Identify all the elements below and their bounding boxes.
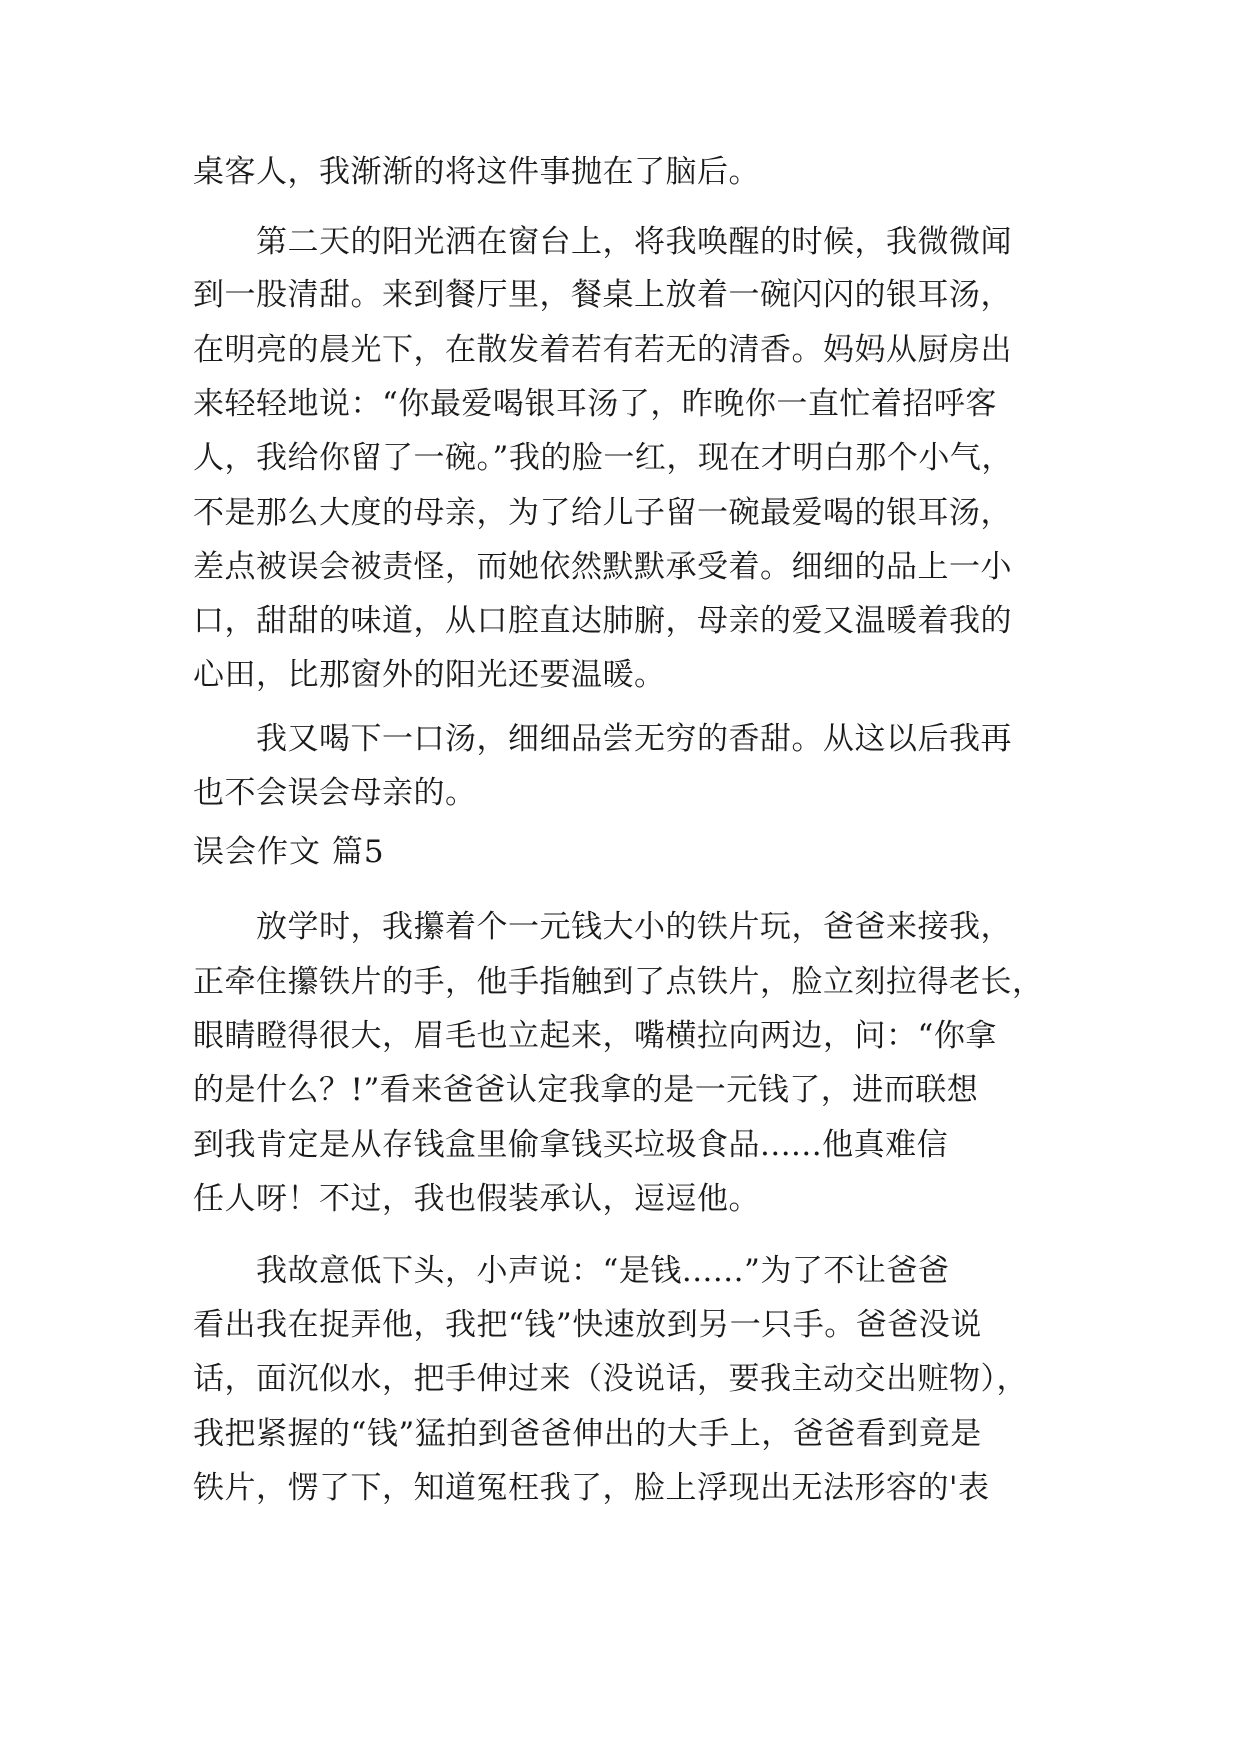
text-line: 不是那么大度的母亲，为了给儿子留一碗最爱喝的银耳汤， [193, 495, 1012, 531]
paragraph-first-line: 放学时，我攥着个一元钱大小的铁片玩，爸爸来接我， [256, 909, 1012, 945]
text-line: 的是什么？!”看来爸爸认定我拿的是一元钱了，进而联想 [193, 1072, 979, 1108]
text-line: 话，面沉似水，把手伸过来（没说话，要我主动交出赃物）， [193, 1361, 1028, 1397]
text-line: 我把紧握的“钱”猛拍到爸爸伸出的大手上，爸爸看到竟是 [193, 1416, 982, 1452]
text-line: 口，甜甜的味道，从口腔直达肺腑，母亲的爱又温暖着我的 [193, 603, 1012, 639]
text-line: 来轻轻地说：“你最爱喝银耳汤了，昨晚你一直忙着招呼客 [193, 386, 997, 422]
text-line: 心田，比那窗外的阳光还要温暖。 [193, 657, 666, 693]
text-line: 眼睛瞪得很大，眉毛也立起来，嘴横拉向两边，问：“你拿 [193, 1018, 997, 1054]
paragraph-first-line: 我故意低下头，小声说：“是钱......”为了不让爸爸 [256, 1253, 950, 1289]
text-line: 看出我在捉弄他，我把“钱”快速放到另一只手。爸爸没说 [193, 1307, 982, 1343]
text-line: 正牵住攥铁片的手，他手指触到了点铁片，脸立刻拉得老长， [193, 964, 1044, 1000]
text-line: 桌客人，我渐渐的将这件事抛在了脑后。 [193, 154, 760, 190]
text-line: 铁片，愣了下，知道冤枉我了，脸上浮现出无法形容的'表 [193, 1470, 990, 1506]
paragraph-first-line: 我又喝下一口汤，细细品尝无穷的香甜。从这以后我再 [256, 721, 1012, 757]
text-line: 差点被误会被责怪，而她依然默默承受着。细细的品上一小 [193, 549, 1012, 585]
section-heading: 误会作文 篇5 [193, 834, 385, 870]
text-line: 任人呀！不过，我也假装承认，逗逗他。 [193, 1181, 760, 1217]
paragraph-first-line: 第二天的阳光洒在窗台上，将我唤醒的时候，我微微闻 [256, 224, 1012, 260]
text-line: 在明亮的晨光下，在散发着若有若无的清香。妈妈从厨房出 [193, 332, 1012, 368]
text-line: 也不会误会母亲的。 [193, 775, 477, 811]
text-line: 到我肯定是从存钱盒里偷拿钱买垃圾食品......他真难信 [193, 1127, 949, 1163]
text-line: 到一股清甜。来到餐厅里，餐桌上放着一碗闪闪的银耳汤， [193, 277, 1012, 313]
text-line: 人，我给你留了一碗。”我的脸一红，现在才明白那个小气， [193, 440, 1013, 476]
